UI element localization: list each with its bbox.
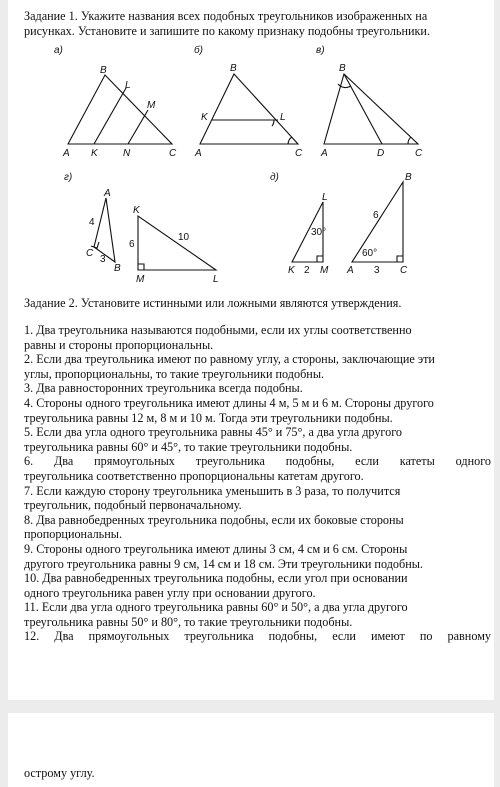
label-g-3: 3	[100, 254, 106, 265]
statement-10-line1: 10. Два равнобедренных треугольника подобны, если угол при основании	[24, 571, 408, 586]
statement-12-continuation: острому углу.	[24, 766, 95, 780]
statement-1-line1: 1. Два треугольника называются подобными, если их углы соответственно	[24, 323, 412, 337]
label-d-3: 3	[374, 265, 380, 276]
label-d-6: 6	[373, 210, 379, 221]
label-d-2: 2	[304, 265, 310, 276]
figure-a	[54, 45, 177, 159]
label-d-K: K	[288, 265, 295, 276]
label-a-L: L	[125, 80, 131, 91]
statement-4-line1: 4. Стороны одного треугольника имеют длины 4 м, 5 м и 6 м. Стороны другого	[24, 395, 434, 410]
task1-line1: Задание 1. Укажите названия всех подобных треугольников изображенных на	[24, 9, 428, 23]
label-a-C: C	[169, 148, 177, 159]
figure-b-tag: б)	[194, 45, 203, 56]
label-v-A: A	[321, 148, 328, 159]
figure-v	[316, 45, 423, 159]
page-sheet-2	[8, 713, 494, 787]
label-v-D: D	[377, 148, 385, 159]
label-g-10: 10	[178, 232, 190, 243]
figure-g-tag: г)	[64, 172, 73, 183]
label-v-B: B	[339, 63, 346, 74]
statement-4-line2: треугольника равны 12 м, 8 м и 10 м. Тогда эти треугольники подобны.	[24, 410, 393, 425]
label-b-K: K	[201, 112, 208, 123]
task2-title: Задание 2. Установите истинными или ложными являются утверждения.	[24, 296, 402, 310]
label-d-L: L	[322, 192, 328, 203]
label-g-6: 6	[129, 239, 135, 250]
statement-6-line1: 6. Два прямоугольных треугольника подобны, если катеты одного	[24, 454, 491, 469]
statement-11-line1: 11. Если два угла одного треугольника равны 60° и 50°, а два угла другого	[24, 600, 408, 615]
statement-7-line2: треугольник, подобный первоначальному.	[24, 498, 242, 513]
statement-5-line1: 5. Если два угла одного треугольника равны 45° и 75°, а два угла другого	[24, 425, 402, 440]
statement-2-line2: углы, пропорциональны, то такие треугольники подобны.	[24, 366, 325, 381]
statement-11-line2: треугольника равны 50° и 80°, то такие треугольники подобны.	[24, 614, 353, 629]
label-d-60: 60°	[362, 248, 378, 259]
figure-a-tag: а)	[54, 45, 63, 56]
statement-6-line2: треугольника соответственно пропорциональны катетам другого.	[24, 468, 364, 483]
label-g-M: M	[136, 274, 145, 285]
label-a-B: B	[100, 65, 107, 76]
figures-panel	[8, 40, 494, 290]
statement-5-line2: треугольника равны 60° и 45°, то такие треугольники подобны.	[24, 439, 353, 454]
figure-g	[64, 172, 219, 285]
statement-7-line1: 7. Если каждую сторону треугольника уменьшить в 3 раза, то получится	[24, 483, 401, 498]
label-d-C: C	[400, 265, 408, 276]
label-d-B: B	[405, 172, 412, 183]
statement-8-line2: пропорциональны.	[24, 527, 122, 542]
label-g-K: K	[133, 205, 140, 216]
label-b-L: L	[280, 112, 286, 123]
label-a-K: K	[91, 148, 98, 159]
statement-12-line1: 12. Два прямоугольных треугольника подобны, если имеют по равному	[24, 629, 491, 644]
statement-1-line2: равны и стороны пропорциональны.	[24, 337, 214, 352]
label-b-B: B	[230, 63, 237, 74]
statement-3-line1: 3. Два равносторонних треугольника всегда подобны.	[24, 381, 303, 396]
figure-d-tag: д)	[270, 172, 279, 183]
task2-statements	[24, 323, 494, 644]
label-v-C: C	[415, 148, 423, 159]
statement-9-line1: 9. Стороны одного треугольника имеют длины 3 см, 4 см и 6 см. Стороны	[24, 541, 408, 556]
label-a-A: A	[63, 148, 70, 159]
statement-2-line1: 2. Если два треугольника имеют по равному углу, а стороны, заключающие эти	[24, 352, 435, 367]
statement-9-line2: другого треугольника равны 9 см, 14 см и 18 см. Эти треугольники подобны.	[24, 556, 423, 571]
label-a-M: M	[147, 100, 156, 111]
statement-8-line1: 8. Два равнобедренных треугольника подобны, если их боковые стороны	[24, 512, 404, 527]
figure-v-tag: в)	[316, 45, 325, 56]
label-g-4: 4	[89, 217, 95, 228]
label-d-A: A	[347, 265, 354, 276]
figure-d	[270, 172, 412, 276]
task1-line2: рисунках. Установите и запишите по какому признаку подобны треугольники.	[24, 24, 430, 38]
label-a-N: N	[123, 148, 131, 159]
label-g-L: L	[213, 274, 219, 285]
label-g-C: C	[86, 248, 94, 259]
label-g-A: A	[104, 188, 111, 199]
label-g-B: B	[114, 263, 121, 274]
page-sheet	[8, 0, 494, 700]
label-d-M: M	[320, 265, 329, 276]
statement-10-line2: одного треугольника равен углу при основании другого.	[24, 585, 316, 600]
label-d-30: 30°	[311, 227, 327, 238]
label-b-C: C	[295, 148, 303, 159]
figure-b	[194, 44, 303, 159]
label-b-A: A	[195, 148, 202, 159]
